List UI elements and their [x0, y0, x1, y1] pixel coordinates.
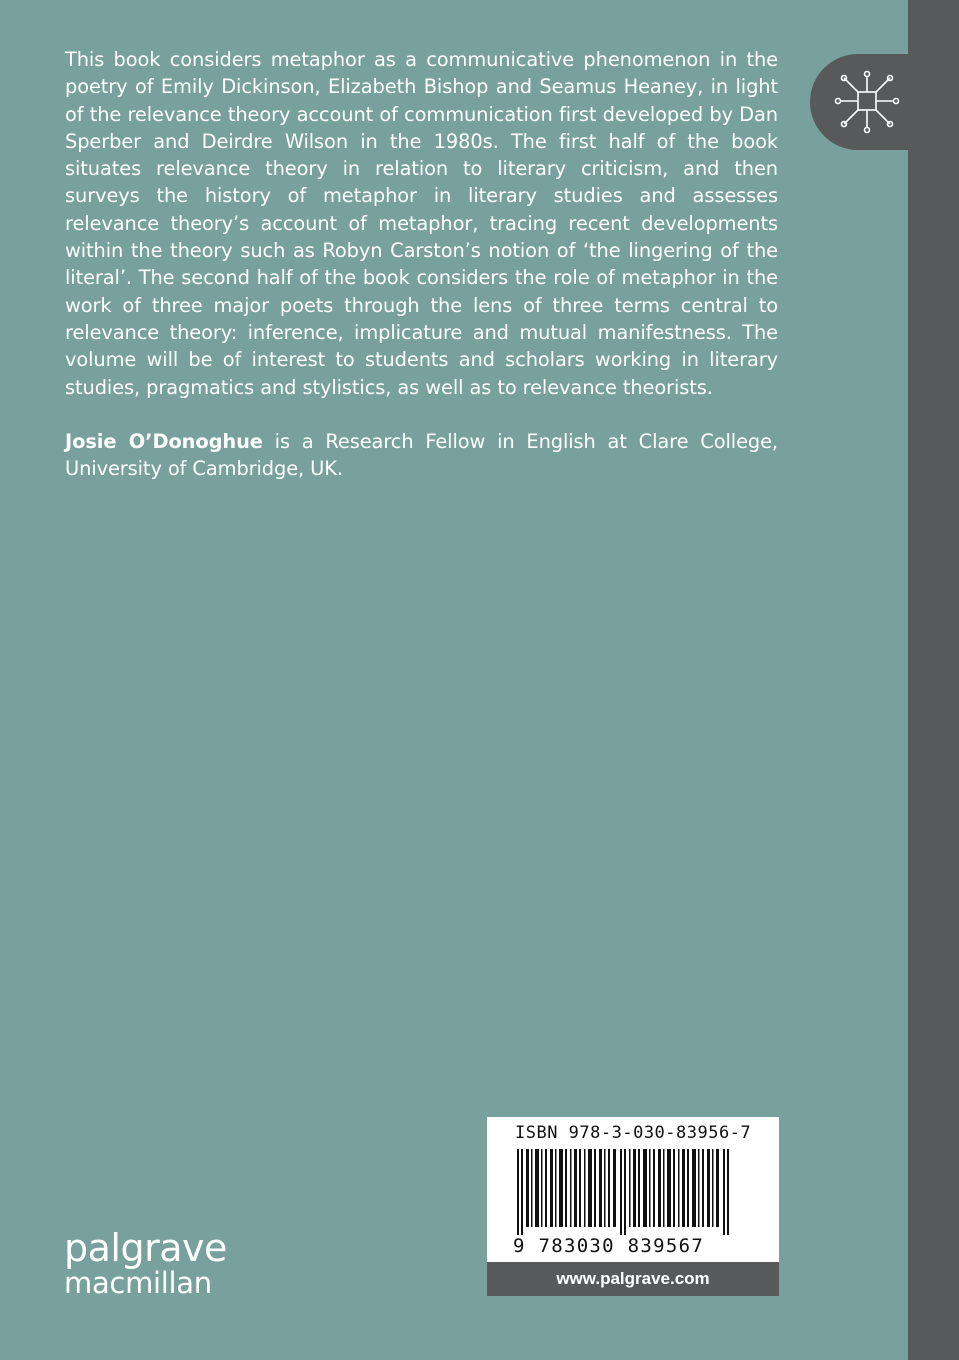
- book-description: This book considers metaphor as a communicative phenomenon in the poetry of Emily Dickinson, Elizabeth Bishop and Seamus Heaney, in light of the relevance theory account of communication first developed by Dan Sperber and Deirdre Wilson in the 1980s. The first half of the book situates relevance theory in relation to literary criticism, and then surveys the history of metaphor in literary studies and assesses relevance theory’s account of metaphor, tracing recent developments within the theory such as Robyn Carston’s notion of ‘the lingering of the literal’. The second half of the book considers the role of metaphor in the work of three major poets through the lens of three terms central to relevance theory: inference, implicature and mutual manifestness. The volume will be of interest to students and scholars working in literary studies, pragmatics and stylistics, as well as to relevance theorists.: [65, 48, 778, 399]
- author-bio-text: is a Research Fellow in English at Clare College, University of Cambridge, UK.: [65, 429, 778, 481]
- publisher-wordmark: [64, 1226, 227, 1300]
- publisher-line1: palgrave: [64, 1226, 227, 1270]
- barcode-digits: 9 783030 839567: [513, 1235, 705, 1257]
- book-spine: [908, 0, 959, 1360]
- publisher-url: www.palgrave.com: [487, 1262, 779, 1296]
- barcode-bars: [517, 1149, 731, 1235]
- isbn-label: ISBN 978-3-030-83956-7: [515, 1123, 752, 1143]
- author-bio: [65, 428, 778, 483]
- author-name: Josie O’Donoghue: [65, 429, 263, 453]
- publisher-line2: macmillan: [64, 1266, 212, 1300]
- publisher-logo-tab: [810, 54, 908, 150]
- palgrave-network-icon: [832, 66, 904, 138]
- barcode-box: [487, 1117, 779, 1262]
- back-cover-text: [65, 46, 778, 509]
